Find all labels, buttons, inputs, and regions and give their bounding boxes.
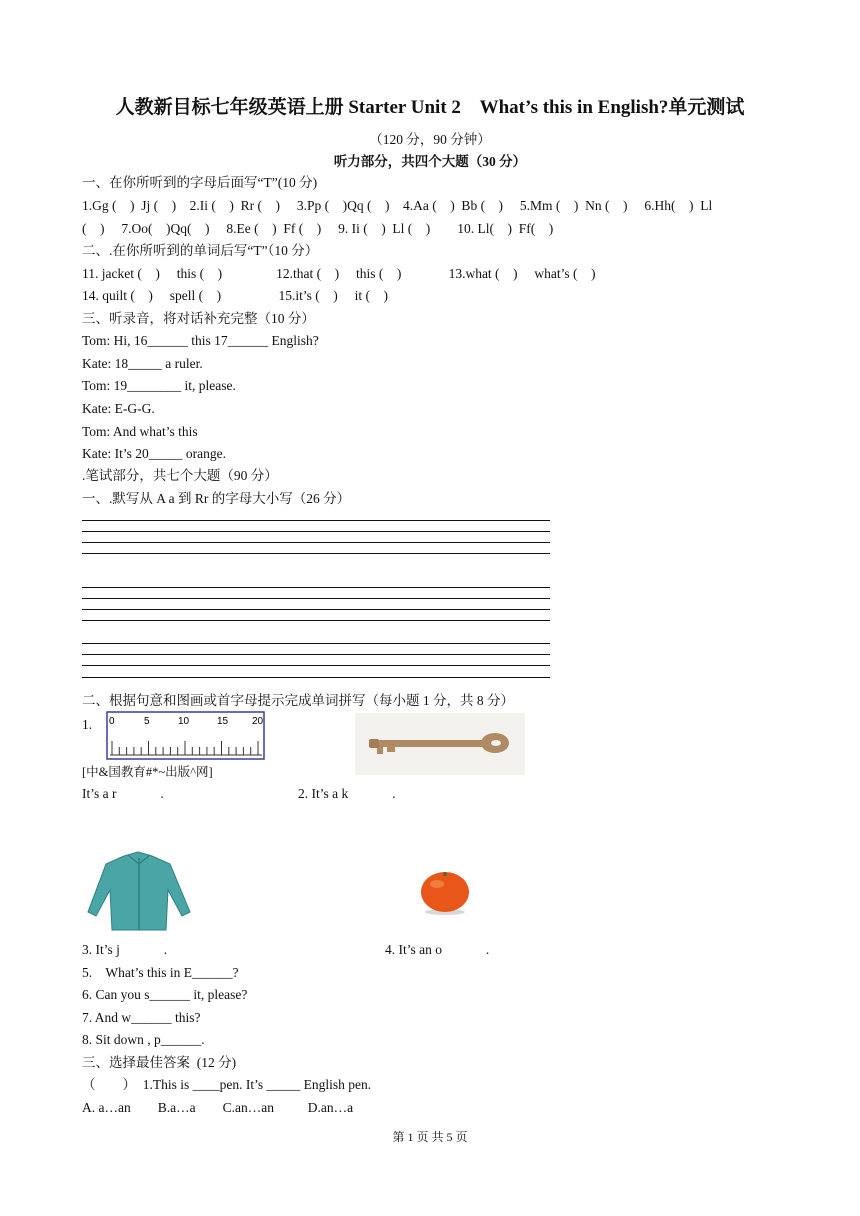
score-time: （120 分，90 分钟） — [369, 132, 491, 147]
section2-line1: 11. jacket ( ) this ( ) 12.that ( ) this ( ) 13.what ( ) what’s ( ) — [82, 266, 596, 281]
writing-line — [82, 598, 550, 599]
ruler-tick-label: 15 — [217, 716, 229, 727]
writing-line — [82, 620, 550, 621]
dialogue-line: Tom: And what’s this — [82, 424, 198, 439]
ruler-tick-label: 10 — [178, 716, 190, 727]
choice-question-1: （ ） 1.This is ____pen. It’s _____ English pen. — [82, 1077, 372, 1092]
question-5: 5. What’s this in E______? — [82, 965, 239, 980]
ruler-image — [106, 711, 266, 761]
dialogue-line: Kate: 18_____ a ruler. — [82, 356, 203, 371]
page-footer: 第 1 页 共 5 页 — [392, 1130, 468, 1144]
section1-line2: ( ) 7.Oo( )Qq( ) 8.Ee ( ) Ff ( ) 9. Ii ( ) Ll ( ) 10. Ll( ) Ff( ) — [82, 221, 554, 236]
writing-line — [82, 643, 550, 644]
writing-section2-heading: 二、根据句意和图画或首字母提示完成单词拼写（每小题 1 分，共 8 分） — [82, 693, 514, 708]
written-header: .笔试部分，共七个大题（90 分） — [82, 468, 278, 483]
writing-line — [82, 531, 550, 532]
writing-line — [82, 677, 550, 678]
writing-line — [82, 520, 550, 521]
ruler-tick-label: 5 — [144, 716, 150, 727]
writing-line — [82, 542, 550, 543]
watermark-text: [中&国教育#*~出版^网] — [82, 765, 213, 779]
dialogue-line: Kate: E-G-G. — [82, 401, 155, 416]
dialogue-line: Kate: It’s 20_____ orange. — [82, 446, 226, 461]
writing-line — [82, 665, 550, 666]
section1-heading: 一、在你所听到的字母后面写“T”(10 分) — [82, 175, 318, 190]
dialogue-line: Tom: 19________ it, please. — [82, 378, 236, 393]
key-image — [355, 713, 525, 775]
writing-section1-heading: 一、.默写从 A a 到 Rr 的字母大小写（26 分） — [82, 491, 351, 506]
question-1: It’s a r . — [82, 786, 164, 801]
dialogue-line: Tom: Hi, 16______ this 17______ English? — [82, 333, 319, 348]
choice-options: A. a…an B.a…a C.an…an D.an…a — [82, 1100, 354, 1115]
ruler-tick-label: 20 — [252, 716, 264, 727]
page-title: 人教新目标七年级英语上册 Starter Unit 2 What’s this in English?单元测试 — [115, 97, 745, 118]
question-7: 7. And w______ this? — [82, 1010, 201, 1025]
writing-line — [82, 553, 550, 554]
section1-line1: 1.Gg ( ) Jj ( ) 2.Ii ( ) Rr ( ) 3.Pp ( )Qq ( ) 4.Aa ( ) Bb ( ) 5.Mm ( ) Nn ( ) 6.Hh( ) Ll — [82, 198, 713, 213]
listening-header: 听力部分，共四个大题（30 分） — [333, 154, 527, 169]
writing-line — [82, 654, 550, 655]
section2-heading: 二、.在你所听到的单词后写“T”（10 分） — [82, 243, 319, 258]
question-2: 2. It’s a k . — [298, 786, 396, 801]
question-6: 6. Can you s______ it, please? — [82, 987, 248, 1002]
question-4: 4. It’s an o . — [385, 942, 490, 957]
question-8: 8. Sit down , p______. — [82, 1032, 205, 1047]
writing-line — [82, 609, 550, 610]
orange-image — [417, 866, 473, 916]
question-3: 3. It’s j . — [82, 942, 168, 957]
ruler-tick-label: 0 — [109, 716, 115, 727]
writing-section3-heading: 三、选择最佳答案 (12 分) — [82, 1055, 237, 1070]
item1-number: 1. — [82, 717, 93, 732]
writing-line — [82, 587, 550, 588]
section3-heading: 三、听录音，将对话补充完整（10 分） — [82, 311, 315, 326]
jacket-image — [86, 850, 192, 932]
section2-line2: 14. quilt ( ) spell ( ) 15.it’s ( ) it ( ) — [82, 288, 388, 303]
